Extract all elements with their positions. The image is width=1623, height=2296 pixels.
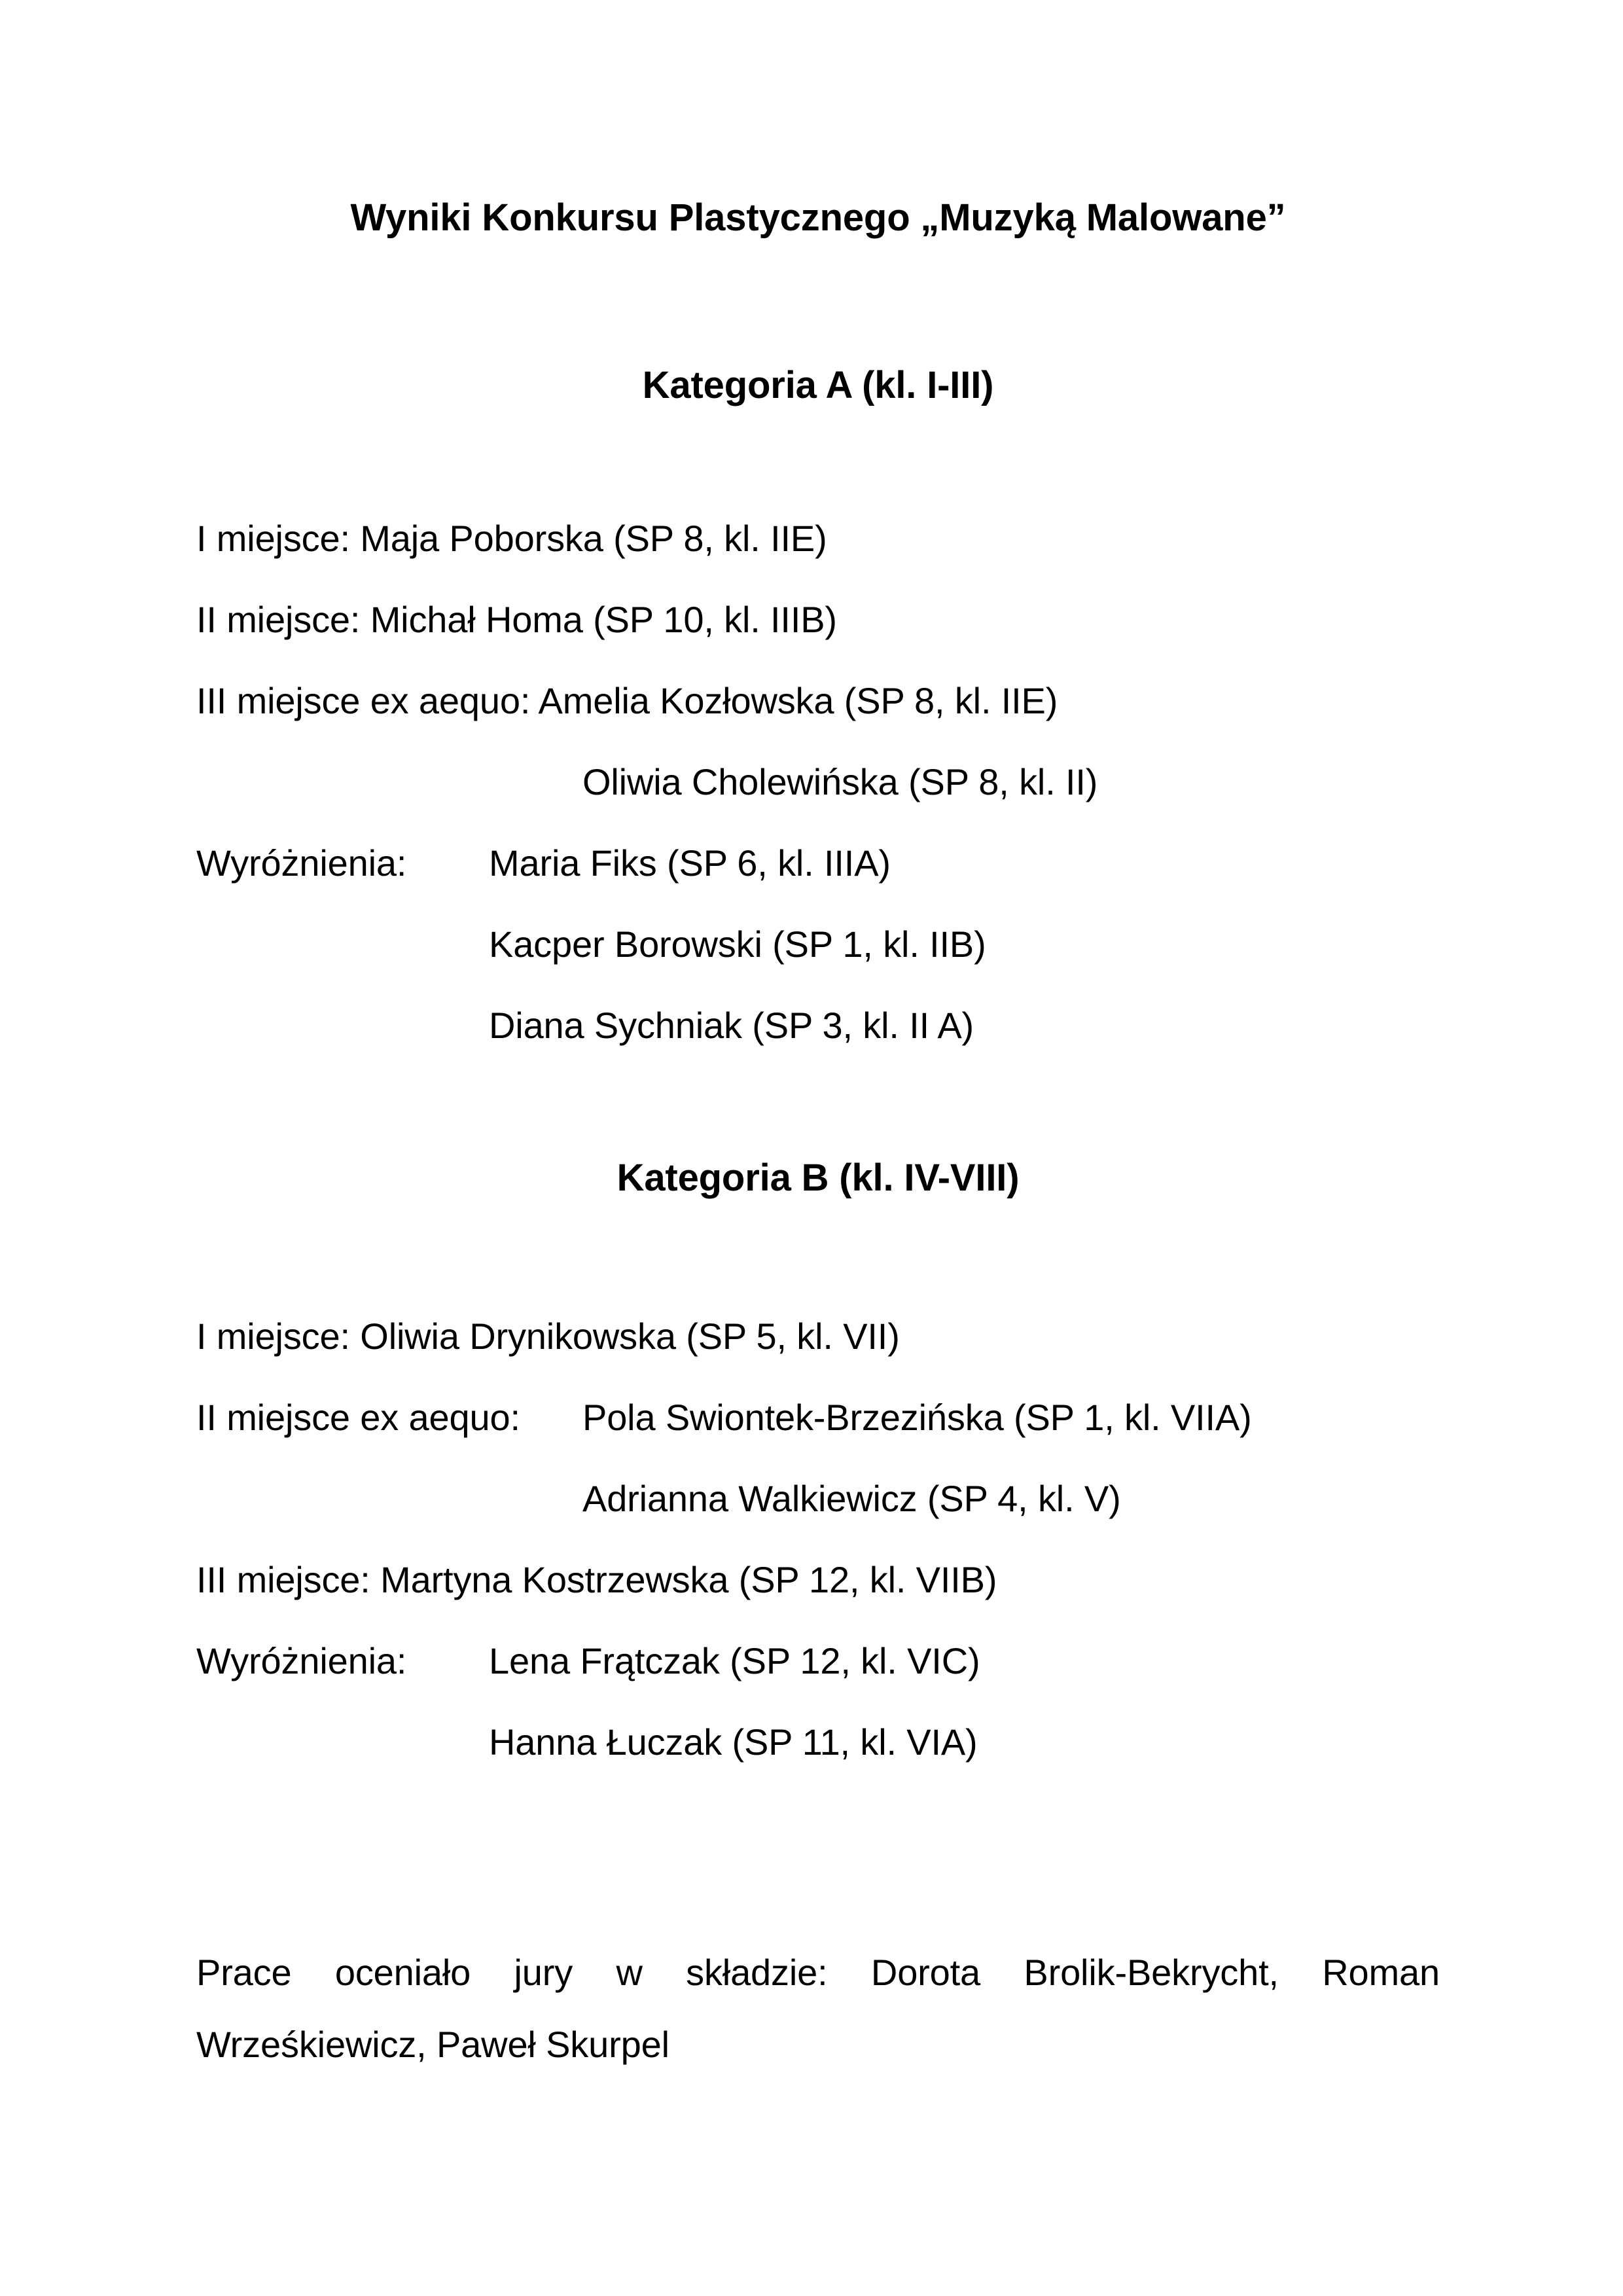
cat-a-third-place-line: III miejsce ex aequo: Amelia Kozłowska (SP 8, kl. IIE) <box>196 680 1058 721</box>
cat-a-second-place-line: II miejsce: Michał Homa (SP 10, kl. IIIB) <box>196 599 837 640</box>
cat-b-first-place-line: I miejsce: Oliwia Drynikowska (SP 5, kl. VII) <box>196 1316 900 1357</box>
cat-a-honorable-mentions-label: Wyróżnienia: <box>196 842 407 884</box>
cat-b-honorable-mentions-label: Wyróżnienia: <box>196 1640 407 1681</box>
cat-a-honorable-mention-1: Maria Fiks (SP 6, kl. IIIA) <box>489 842 891 884</box>
jury-note-paragraph: Prace oceniało jury w składzie: Dorota Brolik-Bekrycht, Roman Wrześkiewicz, Paweł Skurpel <box>196 1952 1440 2065</box>
cat-a-honorable-mention-2: Kacper Borowski (SP 1, kl. IIB) <box>489 924 986 965</box>
document-title: Wyniki Konkursu Plastycznego „Muzyką Malowane” <box>350 196 1286 239</box>
cat-b-honorable-mention-2: Hanna Łuczak (SP 11, kl. VIA) <box>489 1721 978 1763</box>
cat-b-third-place-line: III miejsce: Martyna Kostrzewska (SP 12, kl. VIIB) <box>196 1559 997 1600</box>
cat-a-third-place-exaequo-second-winner-line: Oliwia Cholewińska (SP 8, kl. II) <box>582 761 1098 802</box>
cat-a-first-place-line: I miejsce: Maja Poborska (SP 8, kl. IIE) <box>196 518 827 559</box>
section-heading-category-a: Kategoria A (kl. I-III) <box>642 364 994 406</box>
section-heading-category-b: Kategoria B (kl. IV-VIII) <box>616 1157 1020 1199</box>
cat-a-honorable-mentions-line <box>196 823 1440 904</box>
cat-b-second-place-exaequo-line <box>196 1377 1440 1458</box>
cat-b-second-place-winner-1: Pola Swiontek-Brzezińska (SP 1, kl. VIIA) <box>582 1397 1252 1438</box>
cat-b-second-place-winner-2: Adrianna Walkiewicz (SP 4, kl. V) <box>582 1478 1121 1519</box>
cat-b-second-place-label: II miejsce ex aequo: <box>196 1397 520 1438</box>
cat-b-honorable-mentions-line <box>196 1621 1440 1702</box>
cat-a-honorable-mention-3: Diana Sychniak (SP 3, kl. II A) <box>489 1005 974 1046</box>
cat-b-honorable-mention-1: Lena Frątczak (SP 12, kl. VIC) <box>489 1640 980 1681</box>
